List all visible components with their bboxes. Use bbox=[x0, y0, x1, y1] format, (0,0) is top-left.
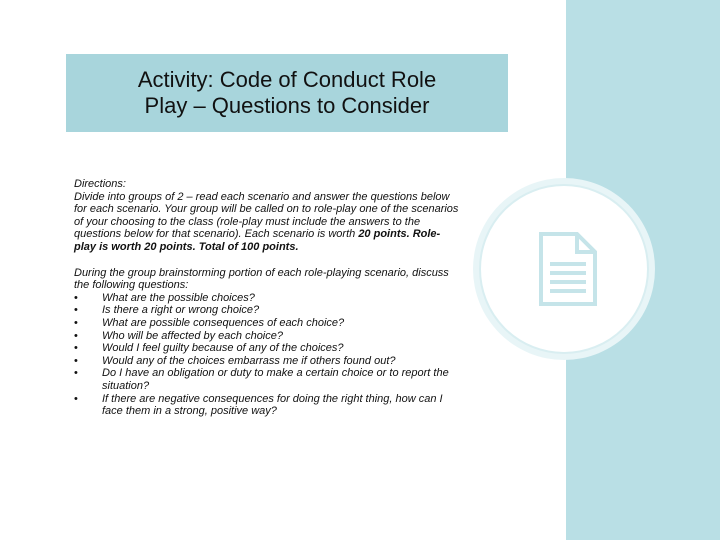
list-item bbox=[74, 304, 462, 317]
list-item bbox=[74, 330, 462, 343]
list-item bbox=[74, 355, 462, 368]
directions-body: Divide into groups of 2 – read each scenario and answer the questions below for each scenario. Your group will be called on to role-play one of the scenarios of your choosing to the class (role-play must include the answers to the questions below for that scenario). Each scenario is worth bbox=[74, 190, 459, 241]
document-icon bbox=[537, 232, 599, 313]
question-text: Do I have an obligation or duty to make a certain choice or to report the situation? bbox=[102, 367, 449, 392]
question-text: What are possible consequences of each choice? bbox=[102, 316, 345, 329]
list-item bbox=[74, 393, 462, 418]
bullet-marker: • bbox=[74, 316, 78, 329]
question-text: What are the possible choices? bbox=[102, 291, 255, 304]
bullet-marker: • bbox=[74, 291, 78, 304]
bullet-marker: • bbox=[74, 354, 78, 367]
brainstorm-intro: During the group brainstorming portion of each role-playing scenario, discuss the following questions: bbox=[74, 266, 449, 292]
title-line-2: Play – Questions to Consider bbox=[144, 93, 430, 118]
slide-body bbox=[74, 178, 462, 418]
list-item bbox=[74, 317, 462, 330]
list-item bbox=[74, 292, 462, 305]
bullet-marker: • bbox=[74, 342, 78, 355]
question-text: Is there a right or wrong choice? bbox=[102, 304, 260, 317]
question-list bbox=[74, 292, 462, 418]
title-banner bbox=[66, 54, 508, 132]
directions-text bbox=[74, 191, 462, 254]
paragraph-spacer bbox=[74, 254, 462, 267]
question-text: Would any of the choices embarrass me if others found out? bbox=[102, 354, 396, 367]
bullet-marker: • bbox=[74, 304, 78, 317]
question-text: Would I feel guilty because of any of the choices? bbox=[102, 342, 344, 355]
question-text: Who will be affected by each choice? bbox=[102, 329, 283, 342]
directions-heading: Directions: bbox=[74, 178, 126, 190]
list-item bbox=[74, 367, 462, 392]
bullet-marker: • bbox=[74, 329, 78, 342]
bullet-marker: • bbox=[74, 392, 78, 405]
list-item bbox=[74, 342, 462, 355]
slide-title bbox=[138, 67, 436, 119]
directions-points: 20 points. Role-play is worth 20 points. Total of 100 points. bbox=[74, 228, 441, 253]
bullet-marker: • bbox=[74, 367, 78, 380]
question-text: If there are negative consequences for doing the right thing, how can I face them in a strong, positive way? bbox=[102, 392, 443, 418]
title-line-1: Activity: Code of Conduct Role bbox=[137, 67, 437, 92]
